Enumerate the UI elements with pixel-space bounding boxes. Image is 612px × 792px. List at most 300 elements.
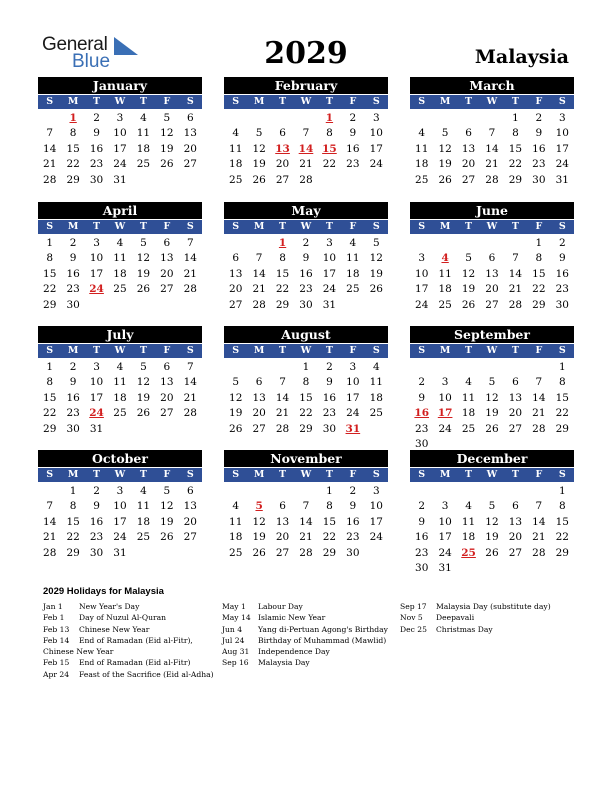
day-cell: 15 — [43, 267, 57, 280]
weekday-label: T — [465, 469, 473, 480]
weekday-header — [224, 468, 388, 482]
day-cell: 7 — [186, 361, 194, 373]
holiday-day-cell: 5 — [255, 500, 263, 513]
weekday-label: M — [439, 96, 451, 107]
day-cell: 22 — [555, 531, 569, 544]
day-cell: 19 — [160, 142, 174, 155]
weekday-label: F — [349, 96, 357, 107]
day-cell: 26 — [485, 546, 499, 559]
day-cell: 7 — [535, 376, 543, 389]
day-cell: 4 — [116, 361, 124, 373]
day-cell: 1 — [558, 361, 566, 373]
day-cell: 11 — [229, 142, 243, 155]
day-cell: 17 — [415, 283, 429, 296]
day-cell: 9 — [418, 391, 426, 404]
day-cell: 12 — [160, 127, 174, 140]
page-title-year: 2029 — [264, 36, 348, 71]
weekday-label: F — [535, 345, 543, 356]
day-cell: 21 — [299, 158, 313, 171]
day-cell: 21 — [299, 531, 313, 544]
day-cell: 27 — [160, 283, 174, 296]
weekday-label: M — [67, 469, 79, 480]
day-cell: 24 — [113, 531, 127, 544]
empty-cell — [480, 236, 503, 251]
day-cell: 11 — [136, 127, 151, 140]
day-cell: 28 — [43, 173, 57, 186]
day-cell: 10 — [438, 515, 452, 528]
weekday-label: S — [46, 221, 54, 232]
day-cell: 2 — [93, 112, 100, 124]
day-cell: 4 — [232, 127, 240, 140]
empty-cell — [504, 484, 527, 499]
weekday-label: M — [439, 469, 451, 480]
day-cell: 14 — [275, 391, 290, 404]
weekday-label: M — [253, 469, 265, 480]
day-cell: 22 — [275, 283, 290, 296]
day-cell: 13 — [275, 515, 290, 528]
day-cell: 26 — [252, 173, 266, 186]
day-cell: 7 — [535, 500, 543, 513]
holiday-column — [43, 601, 214, 680]
day-cell: 17 — [89, 391, 104, 404]
day-cell: 16 — [346, 142, 360, 155]
day-cell: 6 — [232, 252, 240, 265]
day-cell: 27 — [229, 298, 243, 311]
weekday-label: F — [535, 469, 543, 480]
day-cell: 12 — [160, 500, 174, 513]
weekday-label: M — [253, 345, 265, 356]
day-cell: 17 — [555, 142, 569, 155]
day-cell: 15 — [66, 142, 80, 155]
day-cell: 16 — [415, 531, 429, 544]
day-cell: 30 — [415, 437, 429, 450]
day-cell: 6 — [512, 376, 519, 389]
day-grid — [410, 111, 574, 188]
day-cell: 2 — [302, 237, 310, 249]
day-cell: 7 — [46, 127, 54, 140]
day-cell: 22 — [43, 283, 57, 296]
holiday-row — [43, 646, 214, 657]
day-cell: 3 — [116, 485, 124, 497]
day-cell: 17 — [369, 142, 383, 155]
weekday-label: S — [558, 469, 566, 480]
day-cell: 6 — [163, 361, 171, 373]
day-cell: 11 — [415, 142, 429, 155]
weekday-label: F — [349, 469, 357, 480]
month-title: May — [224, 202, 388, 219]
empty-cell — [480, 360, 503, 375]
day-cell: 4 — [418, 127, 426, 140]
weekday-header — [410, 468, 574, 482]
day-cell: 24 — [113, 158, 127, 171]
weekday-header — [38, 344, 202, 358]
holiday-date: May 14 — [222, 613, 251, 623]
day-cell: 12 — [369, 252, 383, 265]
day-cell: 30 — [66, 422, 80, 435]
holiday-date: Jul 24 — [222, 635, 245, 645]
day-cell: 21 — [485, 158, 499, 171]
empty-cell — [271, 111, 294, 126]
day-cell: 14 — [43, 515, 57, 528]
weekday-header — [410, 220, 574, 234]
day-cell: 7 — [302, 127, 310, 140]
day-cell: 25 — [438, 298, 452, 311]
month-title: November — [224, 450, 388, 467]
weekday-label: W — [486, 469, 498, 480]
day-cell: 11 — [461, 391, 476, 404]
day-cell: 18 — [113, 391, 127, 404]
holiday-name: Feast of the Sacrifice (Eid al-Adha) — [79, 669, 214, 679]
holiday-row — [222, 624, 388, 635]
day-cell: 22 — [555, 407, 569, 420]
day-cell: 2 — [93, 485, 100, 497]
day-cell: 8 — [46, 252, 54, 265]
day-cell: 26 — [252, 546, 266, 559]
day-cell: 26 — [485, 422, 499, 435]
day-cell: 1 — [535, 237, 543, 249]
day-cell: 16 — [89, 515, 104, 528]
day-cell: 28 — [532, 546, 546, 559]
holiday-date: Aug 31 — [222, 647, 250, 657]
weekday-label: S — [418, 221, 426, 232]
day-cell: 28 — [183, 283, 197, 296]
holiday-name: New Year's Day — [79, 602, 140, 611]
day-cell: 6 — [488, 252, 496, 265]
weekday-label: W — [114, 345, 126, 356]
day-cell: 18 — [461, 407, 476, 420]
day-cell: 21 — [183, 267, 197, 280]
day-cell: 20 — [183, 515, 197, 528]
day-cell: 4 — [372, 361, 380, 373]
day-cell: 22 — [66, 158, 80, 171]
day-cell: 5 — [163, 485, 171, 497]
weekday-label: T — [279, 221, 287, 232]
day-cell: 27 — [160, 407, 174, 420]
holiday-name: Birthday of Muhammad (Mawlid) — [258, 635, 387, 645]
weekday-header — [410, 344, 574, 358]
day-cell: 19 — [160, 515, 174, 528]
day-cell: 18 — [113, 267, 127, 280]
day-cell: 21 — [532, 407, 546, 420]
day-cell: 10 — [346, 376, 360, 389]
holiday-row — [222, 612, 388, 623]
holiday-row — [43, 601, 214, 612]
weekday-label: S — [46, 469, 54, 480]
month-august — [224, 326, 388, 437]
day-cell: 14 — [43, 142, 57, 155]
day-cell: 9 — [302, 252, 310, 265]
day-cell: 23 — [299, 283, 313, 296]
day-cell: 6 — [186, 485, 194, 497]
day-cell: 29 — [66, 546, 80, 559]
holiday-name: Islamic New Year — [258, 613, 326, 623]
day-cell: 9 — [418, 515, 426, 528]
empty-cell — [457, 360, 480, 375]
day-cell: 22 — [532, 283, 546, 296]
holiday-date: Feb 13 — [43, 624, 70, 634]
empty-cell — [527, 360, 550, 375]
holiday-row — [43, 635, 214, 646]
holiday-name: Chinese New Year — [79, 624, 150, 634]
day-cell: 3 — [93, 237, 100, 249]
holiday-day-cell: 25 — [461, 546, 476, 559]
day-cell: 21 — [532, 531, 546, 544]
day-cell: 18 — [136, 515, 151, 528]
month-title: February — [224, 77, 388, 94]
day-cell: 12 — [485, 515, 499, 528]
holiday-row — [43, 624, 214, 635]
weekday-label: T — [511, 221, 519, 232]
day-cell: 27 — [183, 158, 197, 171]
day-cell: 26 — [160, 531, 174, 544]
day-cell: 27 — [252, 422, 266, 435]
day-cell: 4 — [465, 376, 472, 389]
day-cell: 15 — [555, 515, 569, 528]
holiday-day-cell: 1 — [325, 112, 334, 124]
day-cell: 30 — [89, 546, 104, 559]
weekday-header — [38, 468, 202, 482]
holiday-row — [222, 601, 388, 612]
day-cell: 22 — [299, 407, 313, 420]
day-cell: 29 — [275, 298, 290, 311]
day-cell: 11 — [113, 252, 127, 265]
day-cell: 21 — [275, 407, 290, 420]
day-cell: 22 — [43, 407, 57, 420]
day-cell: 13 — [229, 267, 243, 280]
weekday-label: S — [372, 96, 380, 107]
weekday-header — [38, 220, 202, 234]
day-cell: 22 — [322, 531, 337, 544]
holiday-column — [400, 601, 551, 635]
day-cell: 9 — [326, 376, 333, 389]
weekday-label: W — [114, 469, 126, 480]
weekday-label: W — [300, 221, 312, 232]
day-cell: 27 — [183, 531, 197, 544]
weekday-label: W — [300, 469, 312, 480]
empty-cell — [433, 111, 456, 126]
day-cell: 16 — [555, 267, 569, 280]
day-cell: 27 — [275, 173, 290, 186]
empty-cell — [271, 484, 294, 499]
day-cell: 28 — [183, 407, 197, 420]
holiday-date: Sep 17 — [400, 602, 427, 611]
holiday-day-cell: 24 — [89, 407, 104, 420]
day-cell: 25 — [229, 546, 243, 559]
day-cell: 15 — [322, 515, 337, 528]
weekday-label: T — [279, 345, 287, 356]
weekday-label: M — [439, 221, 451, 232]
day-cell: 11 — [113, 376, 127, 389]
day-cell: 31 — [113, 173, 127, 186]
day-cell: 7 — [512, 252, 519, 265]
holiday-row — [43, 669, 214, 680]
empty-cell — [504, 360, 527, 375]
day-cell: 11 — [369, 376, 383, 389]
day-cell: 30 — [89, 173, 104, 186]
day-grid — [38, 236, 202, 313]
weekday-label: T — [93, 96, 101, 107]
day-cell: 16 — [66, 267, 80, 280]
empty-cell — [410, 111, 433, 126]
weekday-label: S — [558, 96, 566, 107]
weekday-label: M — [253, 96, 265, 107]
weekday-label: F — [535, 96, 543, 107]
day-cell: 31 — [438, 561, 452, 574]
holiday-date: Sep 16 — [222, 658, 249, 668]
day-cell: 2 — [558, 237, 566, 249]
day-cell: 5 — [488, 500, 496, 513]
weekday-label: T — [279, 96, 287, 107]
empty-cell — [247, 360, 270, 375]
day-cell: 15 — [532, 267, 546, 280]
day-cell: 5 — [372, 237, 380, 249]
holiday-row — [222, 657, 388, 668]
day-cell: 13 — [160, 376, 174, 389]
empty-cell — [247, 236, 270, 251]
month-october — [38, 450, 202, 561]
day-cell: 24 — [438, 422, 452, 435]
day-cell: 1 — [46, 237, 54, 249]
day-cell: 14 — [299, 515, 313, 528]
holiday-name: Labour Day — [258, 602, 303, 611]
day-cell: 18 — [461, 531, 476, 544]
day-cell: 18 — [229, 158, 243, 171]
day-cell: 2 — [535, 112, 543, 124]
day-cell: 20 — [252, 407, 266, 420]
weekday-label: S — [372, 345, 380, 356]
day-cell: 24 — [369, 158, 383, 171]
day-cell: 28 — [508, 298, 523, 311]
day-cell: 6 — [186, 112, 194, 124]
empty-cell — [410, 360, 433, 375]
holiday-day-cell: 17 — [437, 407, 453, 420]
day-cell: 3 — [349, 361, 357, 373]
empty-cell — [224, 111, 247, 126]
weekday-label: T — [139, 96, 147, 107]
month-january — [38, 77, 202, 188]
day-cell: 27 — [275, 546, 290, 559]
day-cell: 24 — [322, 283, 337, 296]
weekday-label: F — [349, 221, 357, 232]
day-cell: 21 — [508, 283, 523, 296]
day-cell: 9 — [93, 127, 100, 140]
day-cell: 23 — [66, 407, 80, 420]
day-cell: 19 — [485, 407, 499, 420]
day-cell: 9 — [535, 127, 543, 140]
day-cell: 29 — [43, 422, 57, 435]
day-cell: 11 — [461, 515, 476, 528]
day-cell: 31 — [113, 546, 127, 559]
day-cell: 28 — [299, 173, 313, 186]
day-cell: 28 — [532, 422, 546, 435]
day-cell: 30 — [66, 298, 80, 311]
empty-cell — [457, 111, 480, 126]
day-cell: 26 — [229, 422, 243, 435]
day-cell: 11 — [136, 500, 151, 513]
weekday-label: T — [139, 345, 147, 356]
day-cell: 13 — [508, 515, 523, 528]
day-cell: 20 — [275, 531, 290, 544]
day-cell: 12 — [438, 142, 452, 155]
day-cell: 1 — [558, 485, 566, 497]
day-cell: 29 — [322, 546, 337, 559]
day-cell: 31 — [555, 173, 569, 186]
weekday-label: T — [325, 469, 333, 480]
day-cell: 22 — [508, 158, 523, 171]
day-cell: 15 — [43, 391, 57, 404]
holiday-row — [43, 612, 214, 623]
day-cell: 9 — [93, 500, 100, 513]
day-cell: 10 — [369, 500, 383, 513]
holiday-day-cell: 14 — [298, 142, 314, 155]
day-cell: 27 — [508, 546, 523, 559]
day-cell: 13 — [485, 267, 499, 280]
day-cell: 18 — [369, 391, 383, 404]
holiday-name: Christmas Day — [436, 624, 493, 634]
day-cell: 2 — [69, 237, 77, 249]
empty-cell — [224, 360, 247, 375]
day-cell: 9 — [558, 252, 566, 265]
day-cell: 7 — [488, 127, 496, 140]
country-name: Malaysia — [474, 46, 569, 68]
day-cell: 24 — [555, 158, 569, 171]
day-cell: 7 — [279, 376, 286, 389]
day-grid — [38, 360, 202, 437]
holiday-name: End of Ramadan (Eid al-Fitr) — [79, 658, 191, 668]
weekday-label: T — [93, 345, 101, 356]
day-cell: 28 — [252, 298, 266, 311]
month-april — [38, 202, 202, 313]
day-cell: 14 — [485, 142, 499, 155]
weekday-label: S — [232, 96, 240, 107]
day-cell: 29 — [555, 546, 569, 559]
day-cell: 2 — [418, 500, 426, 513]
day-cell: 3 — [441, 376, 449, 389]
empty-cell — [433, 236, 456, 251]
day-cell: 6 — [163, 237, 171, 249]
day-cell: 20 — [508, 407, 523, 420]
empty-cell — [271, 360, 294, 375]
weekday-label: T — [465, 221, 473, 232]
day-cell: 21 — [43, 531, 57, 544]
day-cell: 30 — [532, 173, 546, 186]
day-cell: 27 — [508, 422, 523, 435]
weekday-label: M — [67, 345, 79, 356]
weekday-label: T — [93, 221, 101, 232]
day-cell: 8 — [279, 252, 286, 265]
month-june — [410, 202, 574, 313]
day-cell: 3 — [372, 485, 380, 497]
weekday-label: S — [46, 345, 54, 356]
day-cell: 15 — [66, 515, 80, 528]
day-cell: 17 — [89, 267, 104, 280]
day-cell: 24 — [415, 298, 429, 311]
month-march — [410, 77, 574, 188]
day-cell: 30 — [346, 546, 360, 559]
holiday-name: Chinese New Year — [43, 647, 114, 657]
weekday-header — [38, 95, 202, 109]
empty-cell — [247, 484, 270, 499]
day-cell: 26 — [160, 158, 174, 171]
day-cell: 23 — [346, 531, 360, 544]
day-cell: 23 — [89, 531, 104, 544]
weekday-label: T — [325, 221, 333, 232]
day-cell: 23 — [532, 158, 546, 171]
holiday-name: Deepavali — [436, 613, 475, 623]
day-cell: 17 — [369, 515, 383, 528]
day-cell: 1 — [326, 485, 333, 497]
day-cell: 30 — [299, 298, 313, 311]
